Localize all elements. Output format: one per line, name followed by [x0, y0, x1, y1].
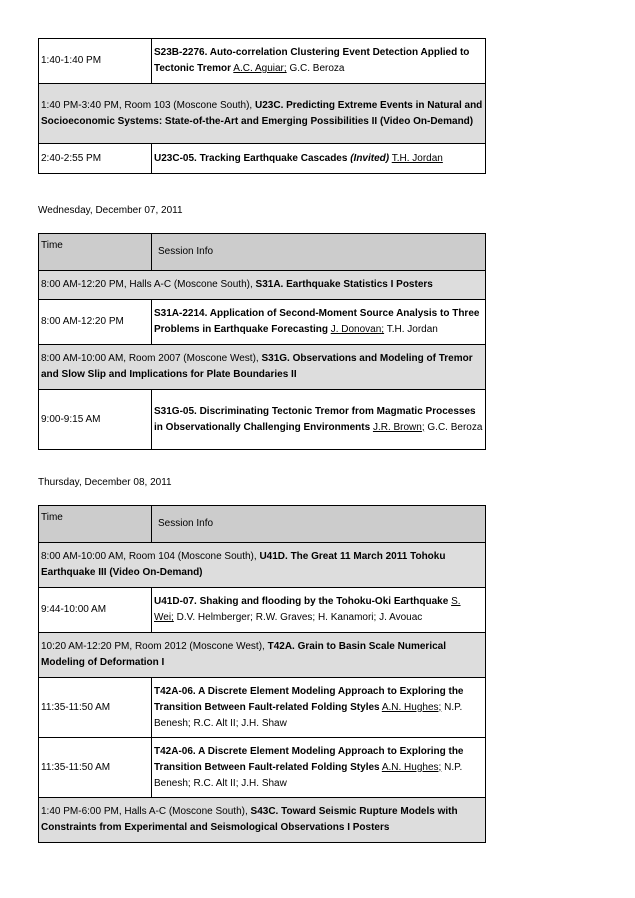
column-header-session-info: Session Info: [152, 234, 486, 271]
coauthors: G.C. Beroza: [289, 63, 345, 74]
session-time-location: 1:40 PM-6:00 PM, Halls A-C (Moscone South),: [41, 806, 248, 817]
session-cell: [39, 543, 486, 588]
session-cell: [39, 84, 486, 144]
coauthors: T.H. Jordan: [386, 324, 438, 335]
session-time-location: 8:00 AM-12:20 PM, Halls A-C (Moscone South),: [41, 279, 253, 290]
column-header-time: Time: [39, 506, 152, 543]
table-row: [39, 300, 486, 345]
presenter-link[interactable]: T.H. Jordan: [391, 152, 443, 164]
session-time-location: 10:20 AM-12:20 PM, Room 2012 (Moscone West),: [41, 641, 265, 652]
session-cell: [39, 798, 486, 843]
coauthors: N.P. Benesh; R.C. Alt II; J.H. Shaw: [154, 761, 463, 789]
abstract-cell: [152, 390, 486, 450]
abstract-title: T42A-06. A Discrete Element Modeling Approach to Exploring the Transition Between Fault-related Folding Styles: [154, 685, 464, 713]
coauthors: G.C. Beroza: [427, 421, 483, 433]
presenter-link[interactable]: A.C. Aguiar;: [233, 63, 287, 74]
abstract-title: S31G-05. Discriminating Tectonic Tremor from Magmatic Processes in Observationally Challenging Environments: [154, 405, 476, 433]
table-row: [39, 390, 486, 450]
table-row: [39, 144, 486, 174]
schedule-table-thursday: [38, 505, 486, 843]
time-cell: 11:35-11:50 AM: [39, 678, 152, 738]
session-title: T42A. Grain to Basin Scale Numerical Modeling of Deformation I: [41, 641, 446, 668]
session-title: S31A. Earthquake Statistics I Posters: [255, 279, 433, 290]
abstract-cell: [152, 39, 486, 84]
session-time-location: 8:00 AM-10:00 AM, Room 2007 (Moscone West),: [41, 353, 259, 364]
abstract-cell: [152, 300, 486, 345]
session-row: [39, 84, 486, 144]
abstract-title: U41D-07. Shaking and flooding by the Tohoku-Oki Earthquake: [154, 596, 449, 607]
session-cell: [39, 271, 486, 300]
abstract-cell: [152, 144, 486, 174]
session-title: U41D. The Great 11 March 2011 Tohoku Earthquake III (Video On-Demand): [41, 551, 446, 578]
coauthors: D.V. Helmberger; R.W. Graves; H. Kanamori; J. Avouac: [176, 612, 423, 623]
time-cell: 9:00-9:15 AM: [39, 390, 152, 450]
schedule-table-wednesday: [38, 233, 486, 450]
session-row: [39, 798, 486, 843]
abstract-title: S23B-2276. Auto-correlation Clustering Event Detection Applied to Tectonic Tremor: [154, 47, 470, 74]
table-header-row: [39, 234, 486, 271]
abstract-title: U23C-05. Tracking Earthquake Cascades: [154, 152, 348, 164]
presenter-link[interactable]: A.N. Hughes;: [381, 701, 442, 713]
table-row: [39, 738, 486, 798]
session-row: [39, 543, 486, 588]
abstract-cell: [152, 738, 486, 798]
abstract-cell: [152, 678, 486, 738]
presenter-link[interactable]: S. Wei;: [154, 596, 461, 623]
session-time-location: 8:00 AM-10:00 AM, Room 104 (Moscone South),: [41, 551, 257, 562]
session-cell: [39, 633, 486, 678]
schedule-table-continued: [38, 38, 486, 174]
presenter-link[interactable]: A.N. Hughes;: [381, 761, 442, 773]
session-row: [39, 633, 486, 678]
abstract-title: S31A-2214. Application of Second-Moment Source Analysis to Three Problems in Earthquake Forecasting: [154, 308, 480, 335]
session-title: S43C. Toward Seismic Rupture Models with Constraints from Experimental and Seismological Observations I Posters: [41, 806, 458, 833]
presenter-link[interactable]: J.R. Brown;: [372, 421, 425, 433]
presenter-link[interactable]: J. Donovan;: [330, 324, 385, 335]
invited-label: (Invited): [350, 152, 390, 164]
column-header-session-info: Session Info: [152, 506, 486, 543]
time-cell: 2:40-2:55 PM: [39, 144, 152, 174]
table-row: [39, 588, 486, 633]
table-header-row: [39, 506, 486, 543]
table-row: [39, 678, 486, 738]
coauthors: N.P. Benesh; R.C. Alt II; J.H. Shaw: [154, 701, 463, 729]
session-cell: [39, 345, 486, 390]
session-title: U23C. Predicting Extreme Events in Natural and Socioeconomic Systems: State-of-the-Art and Emerging Possibilities II (Video On-Demand): [41, 99, 483, 127]
session-row: [39, 271, 486, 300]
abstract-title: T42A-06. A Discrete Element Modeling Approach to Exploring the Transition Between Fault-related Folding Styles: [154, 745, 464, 773]
session-row: [39, 345, 486, 390]
day-heading-thursday: Thursday, December 08, 2011: [38, 477, 172, 488]
time-cell: 11:35-11:50 AM: [39, 738, 152, 798]
session-time-location: 1:40 PM-3:40 PM, Room 103 (Moscone South),: [41, 99, 253, 111]
time-cell: 9:44-10:00 AM: [39, 588, 152, 633]
column-header-time: Time: [39, 234, 152, 271]
day-heading-wednesday: Wednesday, December 07, 2011: [38, 205, 183, 216]
session-title: S31G. Observations and Modeling of Tremor and Slow Slip and Implications for Plate Boundaries II: [41, 353, 473, 380]
table-row: [39, 39, 486, 84]
abstract-cell: [152, 588, 486, 633]
time-cell: 1:40-1:40 PM: [39, 39, 152, 84]
time-cell: 8:00 AM-12:20 PM: [39, 300, 152, 345]
